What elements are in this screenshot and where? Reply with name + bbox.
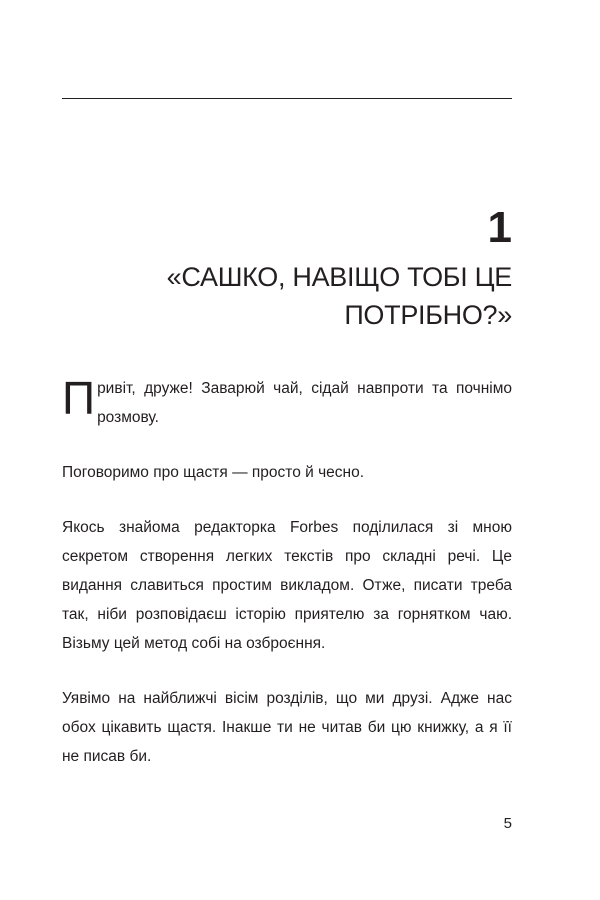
page-number: 5 bbox=[503, 815, 512, 832]
drop-cap: П bbox=[62, 372, 96, 424]
chapter-title-line-1: «САШКО, НАВІЩО ТОБІ ЦЕ bbox=[166, 262, 512, 292]
chapter-number: 1 bbox=[487, 203, 512, 252]
header-rule bbox=[62, 98, 512, 99]
paragraph-1 bbox=[62, 374, 512, 432]
paragraph-4: Уявімо на найближчі вісім розділів, що ми друзі. Адже нас обох цікавить щастя. Інакше ти не читав би цю книжку, а я її не писав би. bbox=[62, 690, 512, 765]
chapter-title-line-2: ПОТРІБНО?» bbox=[344, 300, 512, 330]
paragraph-2: Поговоримо про щастя — просто й чесно. bbox=[62, 464, 365, 481]
chapter-title bbox=[92, 258, 512, 334]
chapter-body bbox=[62, 374, 512, 797]
paragraph-3: Якось знайома редакторка Forbes поділилася зі мною секретом створення легких текстів про складні речі. Це видання славиться простим викладом. Отже, писати треба так, ніби розповідаєш історію приятелю за горнятком чаю. Візьму цей метод собі на озброєння. bbox=[62, 519, 512, 652]
paragraph-1-text: ривіт, друже! Заварюй чай, сідай навпроти та почнімо розмову. bbox=[97, 380, 512, 426]
